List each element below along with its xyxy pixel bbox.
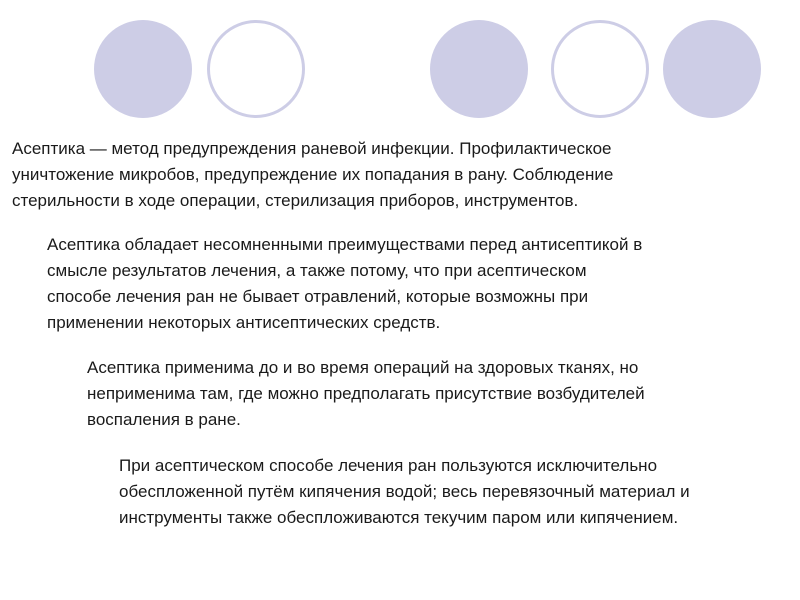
text-line: смысле результатов лечения, а также потому, что при асептическом: [47, 261, 587, 280]
text-line: При асептическом способе лечения ран пользуются исключительно: [119, 456, 658, 475]
text-line: неприменима там, где можно предполагать присутствие возбудителей: [87, 384, 645, 403]
decor-circle-filled: [663, 20, 761, 118]
paragraph-asepsis-definition: [12, 136, 613, 214]
text-line: Асептика применима до и во время операций на здоровых тканях, но: [87, 358, 639, 377]
paragraph-asepsis-advantages: [47, 232, 642, 336]
decor-circle-filled: [430, 20, 528, 118]
text-line: Асептика — метод предупреждения раневой инфекции. Профилактическое: [12, 139, 612, 158]
decor-circle-outlined: [207, 20, 305, 118]
text-line: инструменты также обеспложиваются текучим паром или кипячением.: [119, 508, 679, 527]
paragraph-asepsis-method: [119, 453, 690, 531]
text-line: стерильности в ходе операции, стерилизация приборов, инструментов.: [12, 191, 579, 210]
text-line: воспаления в ране.: [87, 410, 241, 429]
paragraph-asepsis-applicability: [87, 355, 645, 433]
text-line: обеспложенной путём кипячения водой; весь перевязочный материал и: [119, 482, 690, 501]
text-line: применении некоторых антисептических средств.: [47, 313, 441, 332]
decor-circle-filled: [94, 20, 192, 118]
text-line: Асептика обладает несомненными преимуществами перед антисептикой в: [47, 235, 643, 254]
decor-circle-outlined: [551, 20, 649, 118]
text-line: способе лечения ран не бывает отравлений, которые возможны при: [47, 287, 589, 306]
text-line: уничтожение микробов, предупреждение их попадания в рану. Соблюдение: [12, 165, 614, 184]
